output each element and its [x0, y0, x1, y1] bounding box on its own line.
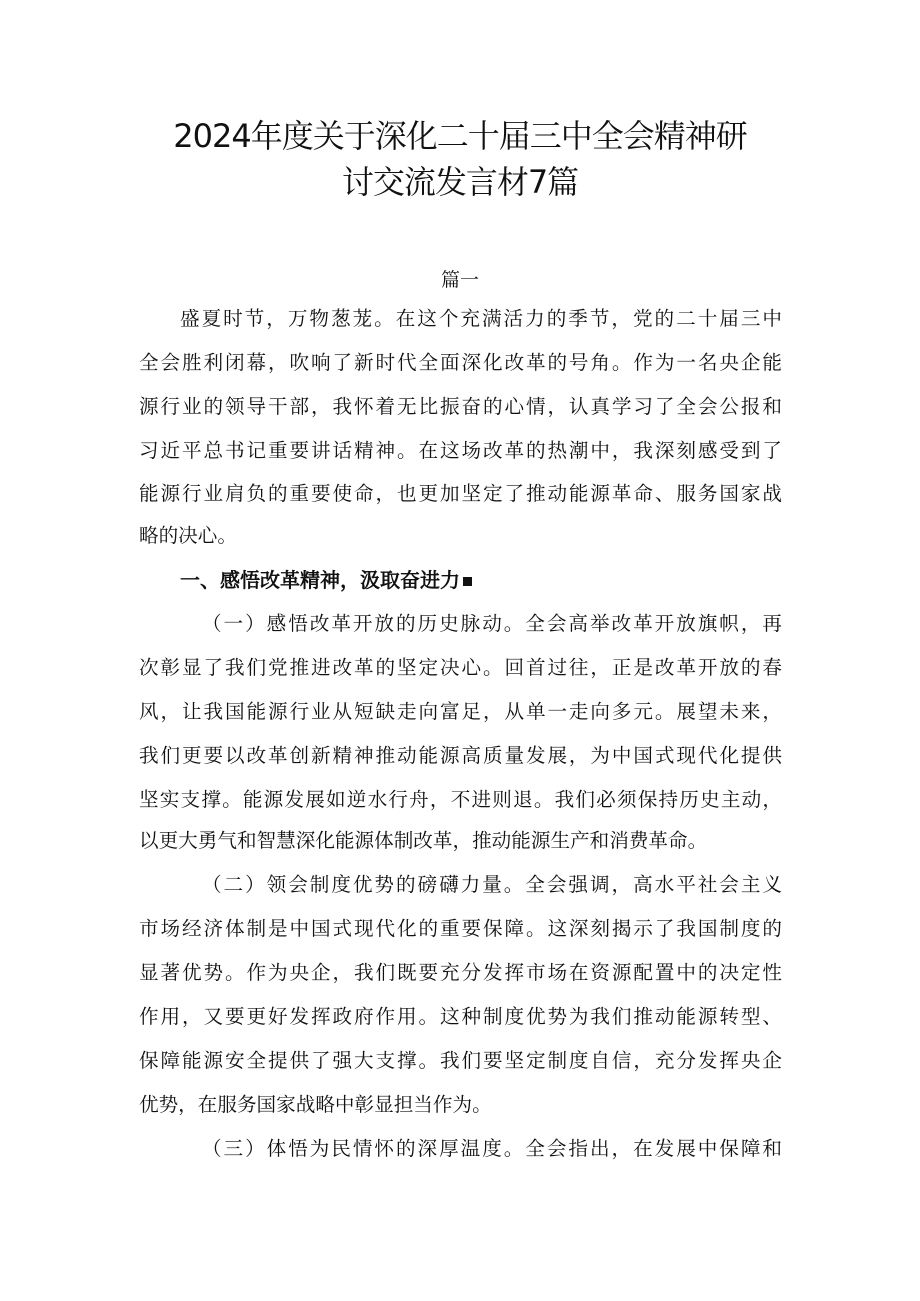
paragraph-line: 显著优势。作为央企，我们既要充分发挥市场在资源配置中的决定性: [139, 961, 782, 984]
intro-line: 略的决心。: [139, 524, 237, 547]
paragraph-line: 坚实支撑。能源发展如逆水行舟，不进则退。我们必须保持历史主动，: [139, 788, 782, 811]
paragraph-line: 作用，又要更好发挥政府作用。这种制度优势为我们推动能源转型、: [139, 1005, 782, 1028]
document-title-line-2: 讨交流发言材7篇: [341, 163, 579, 201]
paragraph-line: 风，让我国能源行业从短缺走向富足，从单一走向多元。展望未来，: [139, 700, 782, 723]
intro-line: 源行业的领导干部，我怀着无比振奋的心情，认真学习了全会公报和: [139, 395, 782, 418]
paragraph-line: 以更大勇气和智慧深化能源体制改革，推动能源生产和消费革命。: [139, 829, 708, 852]
paragraph-line: 市场经济体制是中国式现代化的重要保障。这深刻揭示了我国制度的: [139, 917, 782, 940]
intro-line: 全会胜利闭幕，吹响了新时代全面深化改革的号角。作为一名央企能: [139, 351, 782, 374]
intro-line: 能源行业肩负的重要使命，也更加坚定了推动能源革命、服务国家战: [139, 482, 782, 505]
paragraph-line: （一）感悟改革开放的历史脉动。全会高举改革开放旗帜，再: [202, 612, 782, 635]
intro-line: 习近平总书记重要讲话精神。在这场改革的热潮中，我深刻感受到了: [139, 439, 782, 462]
section-label: 篇一: [440, 269, 479, 291]
paragraph-line: （三）体悟为民情怀的深厚温度。全会指出，在发展中保障和: [202, 1137, 782, 1160]
paragraph-line: 优势，在服务国家战略中彰显担当作为。: [139, 1093, 492, 1116]
section-heading-text: 一、感悟改革精神，汲取奋进力: [180, 568, 460, 592]
paragraph-line: 次彰显了我们党推进改革的坚定决心。回首过往，正是改革开放的春: [139, 656, 782, 679]
intro-line: 盛夏时节，万物葱茏。在这个充满活力的季节，党的二十届三中: [180, 307, 782, 330]
square-bullet-icon: [463, 577, 472, 586]
paragraph-line: （二）领会制度优势的磅礴力量。全会强调，高水平社会主义: [202, 873, 782, 896]
paragraph-line: 我们更要以改革创新精神推动能源高质量发展，为中国式现代化提供: [139, 744, 782, 767]
paragraph-line: 保障能源安全提供了强大支撑。我们要坚定制度自信，充分发挥央企: [139, 1049, 782, 1072]
section-heading: [180, 565, 472, 595]
document-title-line-1: 2024年度关于深化二十届三中全会精神研: [173, 117, 747, 155]
